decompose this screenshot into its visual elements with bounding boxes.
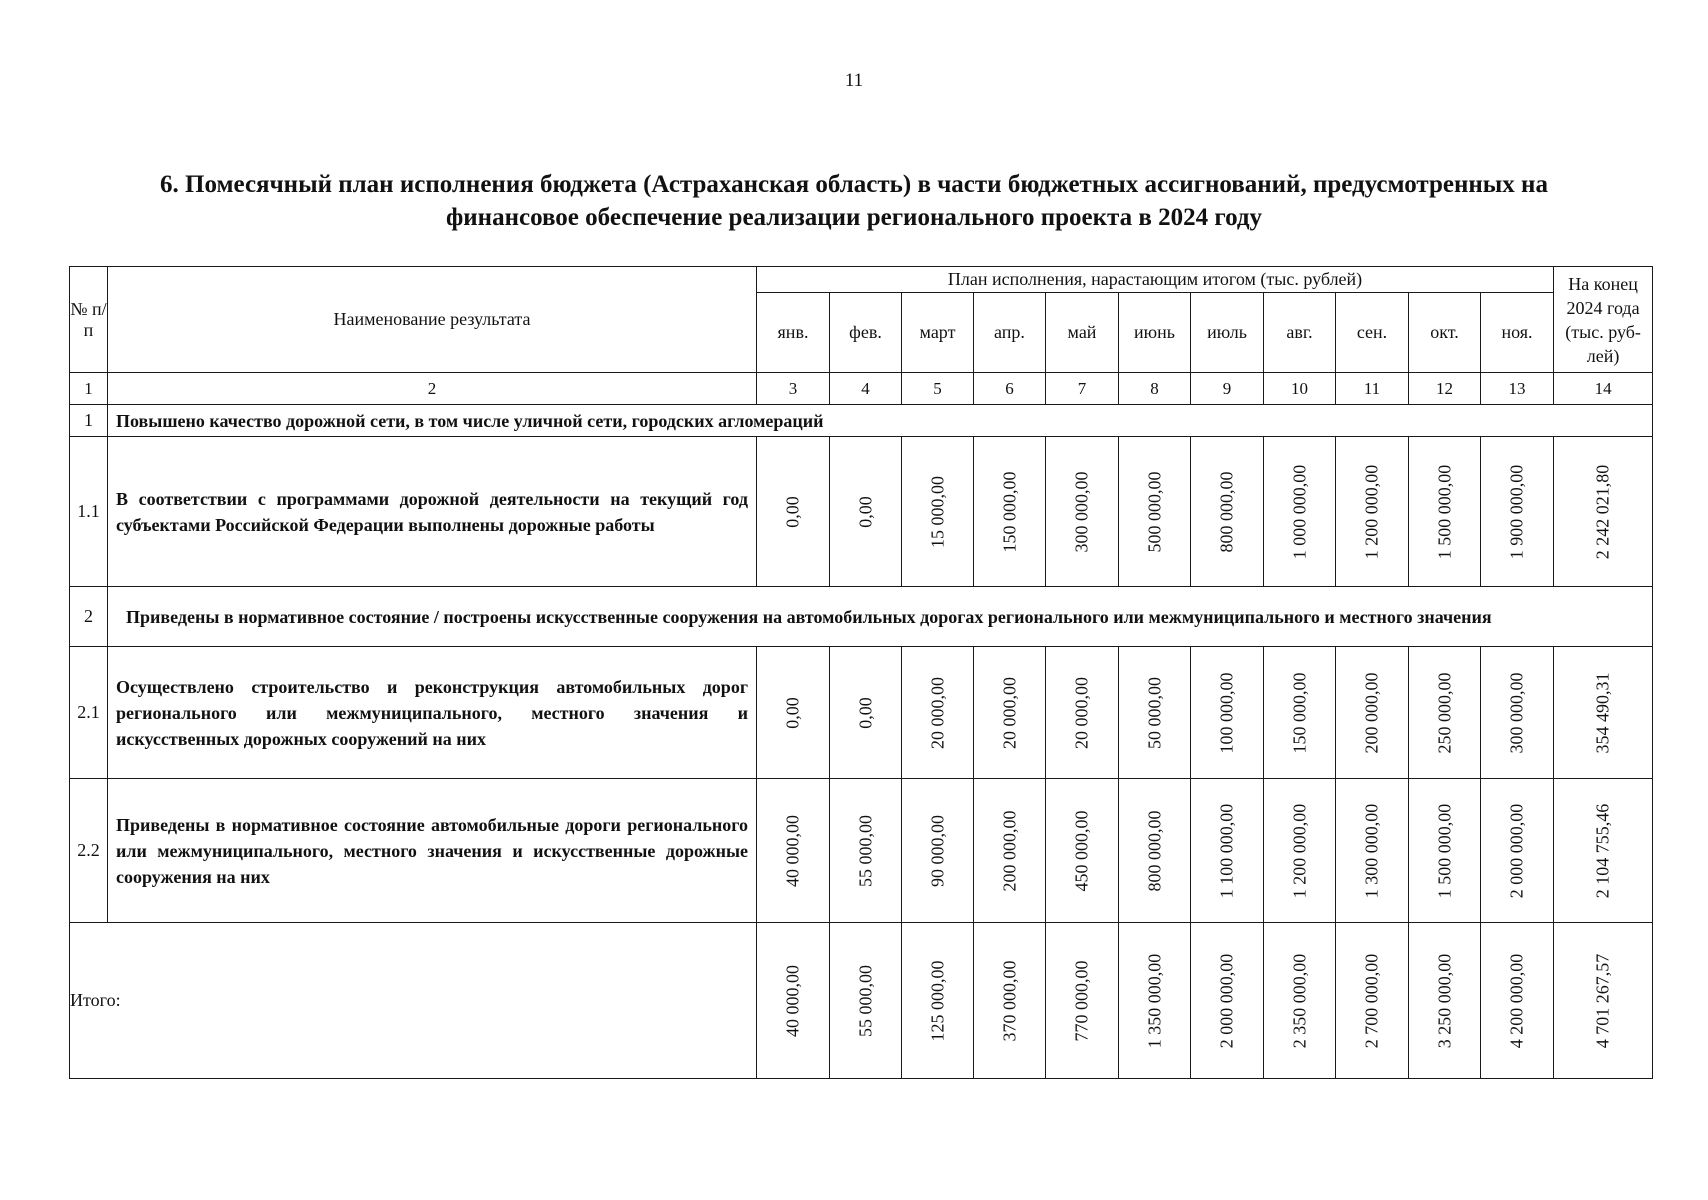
month-value-cell-text: 150 000,00: [1289, 672, 1309, 753]
month-value-cell-text: 2 000 000,00: [1506, 803, 1527, 898]
month-value-cell-text: 55 000,00: [855, 964, 875, 1037]
year-end-value-cell-text: 354 490,31: [1592, 672, 1613, 753]
month-value-cell-text: 250 000,00: [1434, 672, 1454, 753]
column-number: 9: [1191, 373, 1264, 405]
month-value-cell: [1046, 437, 1119, 587]
column-number: 12: [1409, 373, 1481, 405]
header-row-1: [70, 267, 1653, 293]
month-value-cell: [902, 923, 974, 1079]
month-value-cell-text: 2 700 000,00: [1361, 953, 1382, 1048]
month-value-cell-text: 1 200 000,00: [1361, 464, 1382, 559]
month-value-cell-text: 50 000,00: [1144, 676, 1164, 749]
month-value-cell-text: 770 000,00: [1071, 960, 1092, 1041]
totals-row: [70, 923, 1653, 1079]
month-value-cell: [974, 647, 1046, 779]
table-row: [70, 647, 1653, 779]
month-value-cell-text: 0,00: [855, 495, 875, 528]
month-value-cell: [830, 647, 902, 779]
year-end-value-cell: [1554, 437, 1653, 587]
month-value-cell-text: 1 200 000,00: [1289, 803, 1309, 898]
month-value-cell-text: 150 000,00: [999, 471, 1019, 552]
month-value-cell: [902, 437, 974, 587]
year-end-value-cell: [1554, 647, 1653, 779]
month-value-cell: [757, 647, 830, 779]
month-value-cell-text: 3 250 000,00: [1434, 953, 1454, 1048]
month-value-cell: [1264, 437, 1336, 587]
month-value-cell-text: 0,00: [855, 696, 875, 729]
column-number: 5: [902, 373, 974, 405]
column-number: 14: [1554, 373, 1653, 405]
month-value-cell-text: 450 000,00: [1071, 810, 1092, 891]
year-end-value-cell: [1554, 923, 1653, 1079]
month-value-cell-text: 90 000,00: [927, 814, 947, 887]
column-number: 4: [830, 373, 902, 405]
month-value-cell: [1481, 779, 1554, 923]
month-value-cell-text: 200 000,00: [999, 810, 1019, 891]
month-value-cell: [1336, 779, 1409, 923]
month-value-cell: [1119, 437, 1191, 587]
month-value-cell-text: 15 000,00: [927, 475, 947, 548]
header-month: июнь: [1119, 293, 1191, 373]
header-year-end: На конец 2024 года (тыс. руб- лей): [1554, 267, 1653, 373]
header-number: № п/п: [70, 267, 108, 373]
header-month: апр.: [974, 293, 1046, 373]
month-value-cell: [757, 437, 830, 587]
table-row: [70, 779, 1653, 923]
column-number: 10: [1264, 373, 1336, 405]
table-row: [70, 437, 1653, 587]
month-value-cell-text: 40 000,00: [782, 964, 803, 1037]
section-number: 1: [70, 405, 108, 437]
column-number: 2: [108, 373, 757, 405]
year-end-value-cell-text: 2 104 755,46: [1592, 803, 1613, 898]
year-end-value-cell-text: 4 701 267,57: [1592, 953, 1613, 1048]
month-value-cell: [974, 923, 1046, 1079]
header-plan-group: План исполнения, нарастающим итогом (тыс. рублей): [757, 267, 1554, 293]
month-value-cell-text: 4 200 000,00: [1506, 953, 1527, 1048]
month-value-cell-text: 300 000,00: [1071, 471, 1092, 552]
header-month: ноя.: [1481, 293, 1554, 373]
month-value-cell: [1336, 647, 1409, 779]
month-value-cell: [1336, 437, 1409, 587]
header-month: май: [1046, 293, 1119, 373]
page-number: 11: [844, 70, 864, 91]
month-value-cell: [1481, 437, 1554, 587]
month-value-cell-text: 1 500 000,00: [1434, 464, 1454, 559]
column-number: 6: [974, 373, 1046, 405]
column-number: 7: [1046, 373, 1119, 405]
month-value-cell-text: 20 000,00: [927, 676, 947, 749]
month-value-cell-text: 300 000,00: [1506, 672, 1527, 753]
year-end-value-cell-text: 2 242 021,80: [1592, 464, 1613, 559]
month-value-cell: [902, 647, 974, 779]
month-value-cell-text: 500 000,00: [1144, 471, 1164, 552]
month-value-cell: [1409, 923, 1481, 1079]
month-value-cell-text: 20 000,00: [999, 676, 1019, 749]
month-value-cell-text: 2 000 000,00: [1216, 953, 1237, 1048]
month-value-cell: [1481, 647, 1554, 779]
header-name: Наименование результата: [108, 267, 757, 373]
month-value-cell-text: 800 000,00: [1216, 471, 1237, 552]
month-value-cell: [1409, 779, 1481, 923]
section-number: 2: [70, 587, 108, 647]
month-value-cell: [1264, 647, 1336, 779]
header-month: сен.: [1336, 293, 1409, 373]
row-number: 2.2: [70, 779, 108, 923]
month-value-cell: [1481, 923, 1554, 1079]
section-title: Приведены в нормативное состояние / построены искусственные сооружения на автомобильных дорогах регионального или межмуниципального и местного значения: [108, 587, 1653, 647]
month-value-cell: [1191, 647, 1264, 779]
header-month: март: [902, 293, 974, 373]
month-value-cell-text: 100 000,00: [1216, 672, 1237, 753]
column-number: 8: [1119, 373, 1191, 405]
month-value-cell: [757, 779, 830, 923]
month-value-cell-text: 1 900 000,00: [1506, 464, 1527, 559]
result-name: Осуществлено строительство и реконструкция автомобильных дорог регионального или межмуниципального, местного значения и искусственных дорожных сооружений на них: [108, 647, 757, 779]
month-value-cell: [1191, 779, 1264, 923]
header-month: июль: [1191, 293, 1264, 373]
month-value-cell-text: 20 000,00: [1071, 676, 1092, 749]
month-value-cell-text: 55 000,00: [855, 814, 875, 887]
month-value-cell-text: 1 000 000,00: [1289, 464, 1309, 559]
header-month: окт.: [1409, 293, 1481, 373]
title-line-1: 6. Помесячный план исполнения бюджета (Астраханская область) в части бюджетных ассигнований, предусмотренных на: [160, 171, 1548, 198]
header-month: авг.: [1264, 293, 1336, 373]
month-value-cell-text: 1 500 000,00: [1434, 803, 1454, 898]
title-line-2: финансовое обеспечение реализации регионального проекта в 2024 году: [445, 204, 1263, 231]
column-number: 13: [1481, 373, 1554, 405]
header-month: фев.: [830, 293, 902, 373]
budget-plan-table: [69, 266, 1653, 1079]
month-value-cell: [1046, 647, 1119, 779]
month-value-cell: [1119, 779, 1191, 923]
month-value-cell: [1046, 779, 1119, 923]
month-value-cell-text: 370 000,00: [999, 960, 1019, 1041]
row-number: 2.1: [70, 647, 108, 779]
section-row-1: [70, 405, 1653, 437]
column-number: 3: [757, 373, 830, 405]
header-month: янв.: [757, 293, 830, 373]
month-value-cell-text: 200 000,00: [1361, 672, 1382, 753]
month-value-cell: [830, 923, 902, 1079]
section-title: Повышено качество дорожной сети, в том числе уличной сети, городских агломераций: [108, 405, 1653, 437]
month-value-cell-text: 40 000,00: [782, 814, 803, 887]
year-end-value-cell: [1554, 779, 1653, 923]
month-value-cell: [1264, 779, 1336, 923]
month-value-cell: [1409, 437, 1481, 587]
column-number: 11: [1336, 373, 1409, 405]
month-value-cell-text: 2 350 000,00: [1289, 953, 1309, 1048]
month-value-cell-text: 1 350 000,00: [1144, 953, 1164, 1048]
result-name: В соответствии с программами дорожной деятельности на текущий год субъектами Российской Федерации выполнены дорожные работы: [108, 437, 757, 587]
month-value-cell: [1191, 923, 1264, 1079]
result-name: Приведены в нормативное состояние автомобильные дороги регионального или межмуниципального, местного значения и искусственные дорожные сооружения на них: [108, 779, 757, 923]
month-value-cell: [902, 779, 974, 923]
month-value-cell: [1191, 437, 1264, 587]
column-number: 1: [70, 373, 108, 405]
month-value-cell: [974, 437, 1046, 587]
month-value-cell-text: 0,00: [782, 696, 803, 729]
month-value-cell: [830, 437, 902, 587]
month-value-cell: [1264, 923, 1336, 1079]
month-value-cell-text: 1 300 000,00: [1361, 803, 1382, 898]
column-numbers-row: [70, 373, 1653, 405]
totals-label: Итого:: [70, 923, 757, 1079]
month-value-cell-text: 800 000,00: [1144, 810, 1164, 891]
month-value-cell-text: 0,00: [782, 495, 803, 528]
document-title: [80, 168, 1628, 234]
month-value-cell-text: 125 000,00: [927, 960, 947, 1041]
month-value-cell: [1119, 923, 1191, 1079]
month-value-cell-text: 1 100 000,00: [1216, 803, 1237, 898]
month-value-cell: [1119, 647, 1191, 779]
section-row-2: [70, 587, 1653, 647]
month-value-cell: [974, 779, 1046, 923]
month-value-cell: [757, 923, 830, 1079]
row-number: 1.1: [70, 437, 108, 587]
month-value-cell: [1409, 647, 1481, 779]
month-value-cell: [1046, 923, 1119, 1079]
month-value-cell: [830, 779, 902, 923]
month-value-cell: [1336, 923, 1409, 1079]
